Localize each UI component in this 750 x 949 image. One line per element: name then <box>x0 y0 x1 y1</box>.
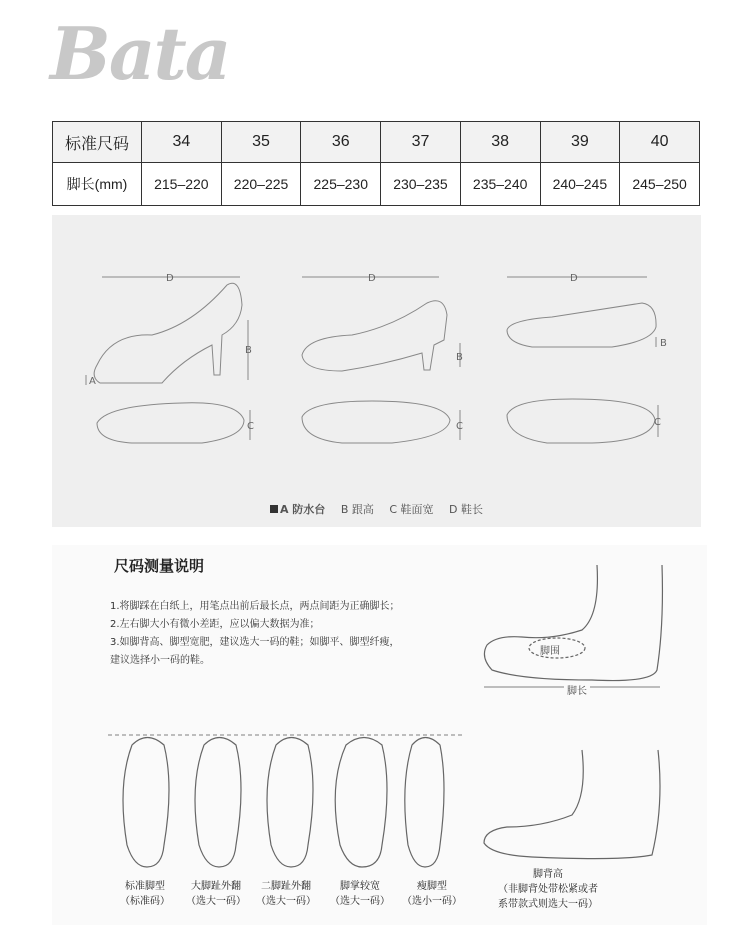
foot-length-cell: 240–245 <box>540 163 620 206</box>
foot-length-row <box>53 163 700 206</box>
legend-item: D 鞋长 <box>449 503 484 516</box>
foot-type-caption: 脚掌较宽 （选大一码） <box>330 881 390 907</box>
brand-logo-text: Bata <box>50 11 230 96</box>
shoe-legend <box>52 501 701 517</box>
foot-length-cell: 235–240 <box>460 163 540 206</box>
foot-length-cell: 225–230 <box>301 163 381 206</box>
foot-illustrations <box>52 545 707 925</box>
foot-length-cell: 230–235 <box>381 163 461 206</box>
size-cell: 40 <box>620 122 700 163</box>
label-c: C <box>456 421 463 432</box>
foot-type-caption: 二脚趾外翻 （选大一码） <box>256 881 316 907</box>
foot-type-caption: 标准脚型 （标准码） <box>120 881 170 907</box>
foot-length-cell: 245–250 <box>620 163 700 206</box>
legend-item: C 鞋面宽 <box>389 503 434 516</box>
measure-title: 尺码测量说明 <box>114 557 205 575</box>
legend-item: A 防水台 <box>270 503 325 516</box>
size-row <box>53 122 700 163</box>
label-d: D <box>166 273 174 284</box>
foot-wide <box>335 738 387 868</box>
mid-heel-side <box>302 301 447 371</box>
shoe-illustrations <box>52 215 701 527</box>
foot-standard <box>123 738 169 868</box>
instruction-line: 3.如脚背高、脚型宽肥，建议选大一码的鞋；如脚平、脚型纤瘦， <box>110 637 400 648</box>
length-label: 脚长 <box>564 682 590 697</box>
foot-second-toe-out <box>267 738 313 868</box>
size-cell: 37 <box>381 122 461 163</box>
instep-caption: 脚背高 （非脚背处带松紧或者 系带款式则选大一码） <box>498 869 598 910</box>
label-d: D <box>368 273 376 284</box>
foot-slim <box>405 738 444 868</box>
girth-label: 脚围 <box>540 646 560 657</box>
foot-length-cell: 220–225 <box>221 163 301 206</box>
label-d: D <box>570 273 578 284</box>
foot-big-toe-out <box>195 738 241 868</box>
square-icon <box>270 505 278 513</box>
instruction-line: 2.左右脚大小有微小差距，应以偏大数据为准； <box>110 619 320 630</box>
size-cell: 36 <box>301 122 381 163</box>
label-b: B <box>660 338 667 349</box>
label-a: A <box>89 376 96 387</box>
instruction-line: 1.将脚踩在白纸上，用笔点出前后最长点，两点间距为正确脚长； <box>110 601 400 612</box>
size-cell: 35 <box>221 122 301 163</box>
instep-foot-outline <box>484 750 660 859</box>
instruction-line: 建议选择小一码的鞋。 <box>110 655 210 666</box>
foot-type-caption: 大脚趾外翻 （选大一码） <box>186 881 246 907</box>
flat-shoe-top <box>507 399 655 443</box>
high-heel-side <box>94 283 242 383</box>
shoe-measurement-diagram <box>52 215 701 527</box>
foot-length-cell: 215–220 <box>142 163 222 206</box>
label-c: C <box>247 421 254 432</box>
side-foot-outline <box>484 565 662 681</box>
flat-shoe-side <box>507 303 656 347</box>
size-row-label: 标准尺码 <box>53 122 142 163</box>
size-cell: 34 <box>142 122 222 163</box>
high-heel-top <box>97 403 244 443</box>
size-cell: 39 <box>540 122 620 163</box>
label-b: B <box>245 345 252 356</box>
measurement-guide <box>52 545 707 925</box>
size-cell: 38 <box>460 122 540 163</box>
foot-type-caption: 瘦脚型 （选小一码） <box>402 881 462 907</box>
brand-logo <box>50 11 320 96</box>
label-b: B <box>456 352 463 363</box>
label-c: C <box>654 417 661 428</box>
legend-item: B 跟高 <box>340 503 374 516</box>
size-chart-table <box>52 121 700 206</box>
foot-length-row-label: 脚长(mm) <box>53 163 142 206</box>
mid-heel-top <box>302 401 450 443</box>
